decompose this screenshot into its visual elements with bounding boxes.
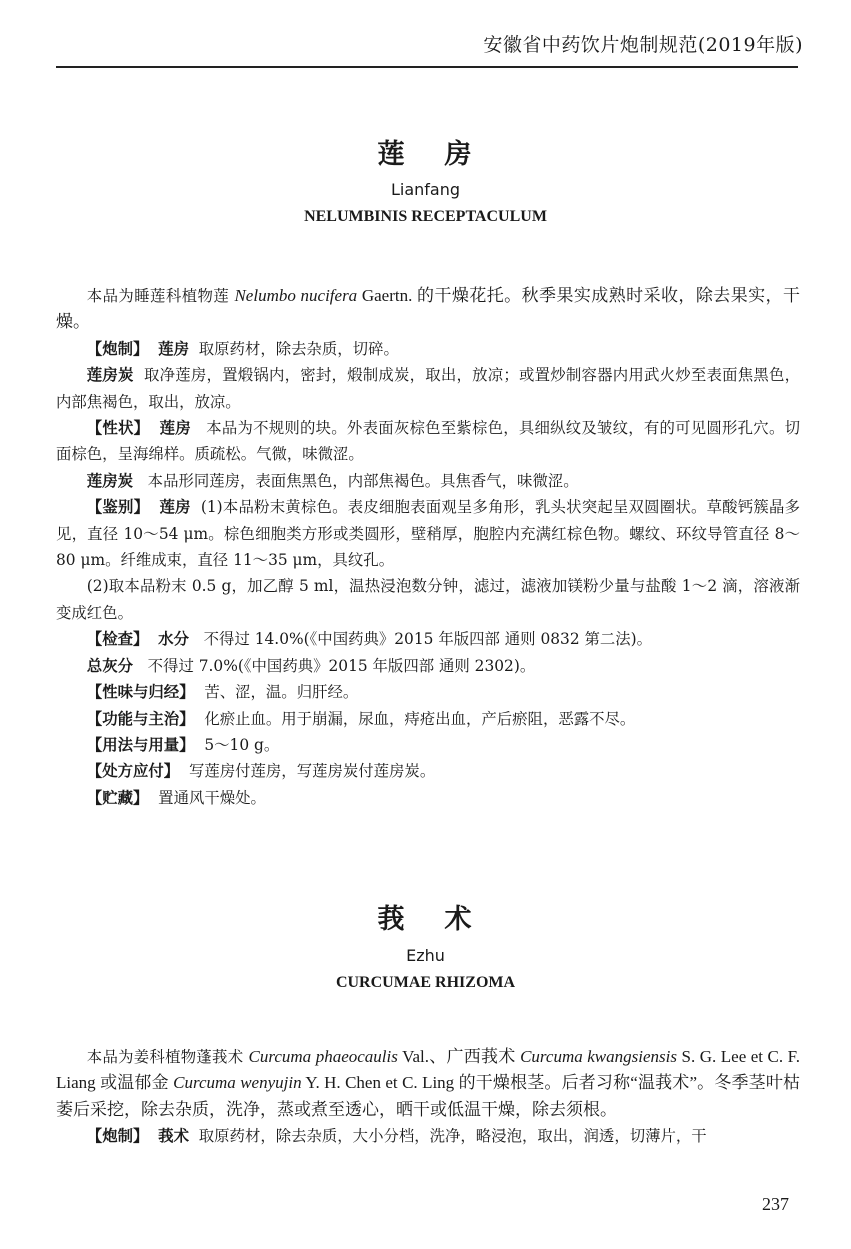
entry-body bbox=[56, 283, 800, 811]
section-label: 【功能与主治】 bbox=[86, 709, 195, 728]
entry-title-char: 房 bbox=[444, 139, 474, 170]
prescription-paragraph bbox=[56, 758, 800, 784]
source-paragraph bbox=[56, 283, 800, 336]
item-label: 莲房 bbox=[158, 339, 189, 358]
identification-paragraph bbox=[56, 494, 800, 573]
entry-latin-name: CURCUMAE RHIZOMA bbox=[335, 974, 516, 991]
species-name: Curcuma wenyujin bbox=[173, 1073, 302, 1093]
section-label: 【贮藏】 bbox=[86, 788, 149, 807]
entry-title-char: 莪 bbox=[377, 904, 407, 935]
item-label: 莲房 bbox=[159, 419, 191, 438]
text: 写莲房付莲房，写莲房炭付莲房炭。 bbox=[188, 762, 436, 781]
header-rule bbox=[56, 66, 798, 68]
function-paragraph bbox=[56, 706, 800, 732]
text: 本品形同莲房，表面焦黑色，内部焦褐色。具焦香气，味微涩。 bbox=[147, 471, 579, 490]
entry-pinyin: Lianfang bbox=[390, 180, 461, 199]
item-label: 莲房 bbox=[159, 498, 191, 517]
section-label: 【处方应付】 bbox=[86, 762, 180, 781]
text: 置通风干燥处。 bbox=[158, 788, 266, 807]
text: 本品为睡莲科植物莲 bbox=[86, 287, 235, 305]
species-name: Curcuma kwangsiensis bbox=[520, 1047, 677, 1066]
inspection-paragraph bbox=[56, 626, 800, 652]
entry-pinyin: Ezhu bbox=[406, 946, 445, 965]
identification-paragraph bbox=[56, 573, 800, 626]
section-label: 【性味与归经】 bbox=[86, 683, 195, 702]
author-text: S. G. Lee et C. F. Liang 或温郁金 bbox=[56, 1047, 800, 1093]
section-label: 【炮制】 bbox=[86, 339, 149, 358]
section-label: 【检查】 bbox=[86, 630, 149, 649]
author-text: Gaertn. 的干燥花托。秋季果实成熟时采收，除去果实，干燥。 bbox=[56, 286, 800, 332]
text: (1)本品粉末黄棕色。表皮细胞表面观呈多角形，乳头状突起呈双圆圈状。草酸钙簇晶多见，直径 10～54 μm。棕色细胞类方形或类圆形，壁稍厚，胞腔内充满红棕色物。螺纹、环纹导管直径 8～80 μm。纤维成束，直径 11～35 μm，具纹孔。 bbox=[56, 498, 800, 570]
source-paragraph bbox=[56, 1044, 800, 1123]
dosage-paragraph bbox=[56, 732, 800, 758]
entry-body bbox=[56, 1044, 800, 1150]
entry-latin-name: NELUMBINIS RECEPTACULUM bbox=[304, 208, 547, 225]
section-label: 【鉴别】 bbox=[86, 498, 150, 517]
text: 取原药材，除去杂质，大小分档，洗净，略浸泡，取出，润透，切薄片，干 bbox=[198, 1127, 707, 1146]
section-label: 【性状】 bbox=[86, 419, 150, 438]
species-name: Nelumbo nucifera bbox=[234, 286, 358, 305]
text: 不得过 14.0%(《中国药典》2015 年版四部 通则 0832 第二法)。 bbox=[203, 630, 653, 649]
character-paragraph bbox=[56, 415, 800, 468]
running-header: 安徽省中药饮片炮制规范(2019年版) bbox=[483, 34, 803, 56]
item-label: 总灰分 bbox=[86, 656, 133, 675]
text: 本品为姜科植物蓬莪术 bbox=[86, 1048, 249, 1066]
entry-title-char: 莲 bbox=[377, 139, 407, 170]
entry-title-char: 术 bbox=[444, 904, 474, 935]
text: (2)取本品粉末 0.5 g，加乙醇 5 ml，温热浸泡数分钟，滤过，滤液加镁粉少量与盐酸 1～2 滴，溶液渐变成红色。 bbox=[56, 577, 800, 622]
item-label: 莲房炭 bbox=[86, 471, 133, 490]
processing-paragraph bbox=[56, 336, 800, 362]
storage-paragraph bbox=[56, 785, 800, 811]
nature-paragraph bbox=[56, 679, 800, 705]
text: 化瘀止血。用于崩漏，尿血，痔疮出血，产后瘀阻，恶露不尽。 bbox=[204, 709, 636, 728]
inspection-paragraph bbox=[56, 653, 800, 679]
author-text: Val.、广西莪术 bbox=[397, 1047, 521, 1066]
character-paragraph bbox=[56, 468, 800, 494]
text: 本品为不规则的块。外表面灰棕色至紫棕色，具细纵纹及皱纹，有的可见圆形孔穴。切面棕色，呈海绵样。质疏松。气微，味微涩。 bbox=[56, 419, 800, 464]
entry-title bbox=[0, 132, 851, 171]
page-number: 237 bbox=[762, 1194, 789, 1214]
processing-paragraph bbox=[56, 1123, 800, 1149]
item-label: 莪术 bbox=[158, 1127, 189, 1146]
text: 取原药材，除去杂质，切碎。 bbox=[198, 339, 399, 358]
section-label: 【炮制】 bbox=[86, 1127, 149, 1146]
processing-paragraph bbox=[56, 362, 800, 415]
text: 不得过 7.0%(《中国药典》2015 年版四部 通则 2302)。 bbox=[147, 656, 536, 675]
text: 取净莲房，置煅锅内，密封，煅制成炭，取出，放凉；或置炒制容器内用武火炒至表面焦黑色，内部焦褐色，取出，放凉。 bbox=[56, 366, 800, 411]
item-label: 莲房炭 bbox=[86, 366, 134, 385]
species-name: Curcuma phaeocaulis bbox=[248, 1047, 398, 1066]
author-text: Y. H. Chen et C. Ling 的干燥根茎。后者习称“温莪术”。冬季茎叶枯萎后采挖，除去杂质，洗净，蒸或煮至透心，晒干或低温干燥，除去须根。 bbox=[56, 1073, 801, 1119]
text: 5～10 g。 bbox=[204, 735, 280, 754]
section-label: 【用法与用量】 bbox=[86, 735, 195, 754]
item-label: 水分 bbox=[158, 630, 189, 649]
text: 苦、涩，温。归肝经。 bbox=[204, 683, 359, 702]
entry-title bbox=[0, 897, 851, 936]
